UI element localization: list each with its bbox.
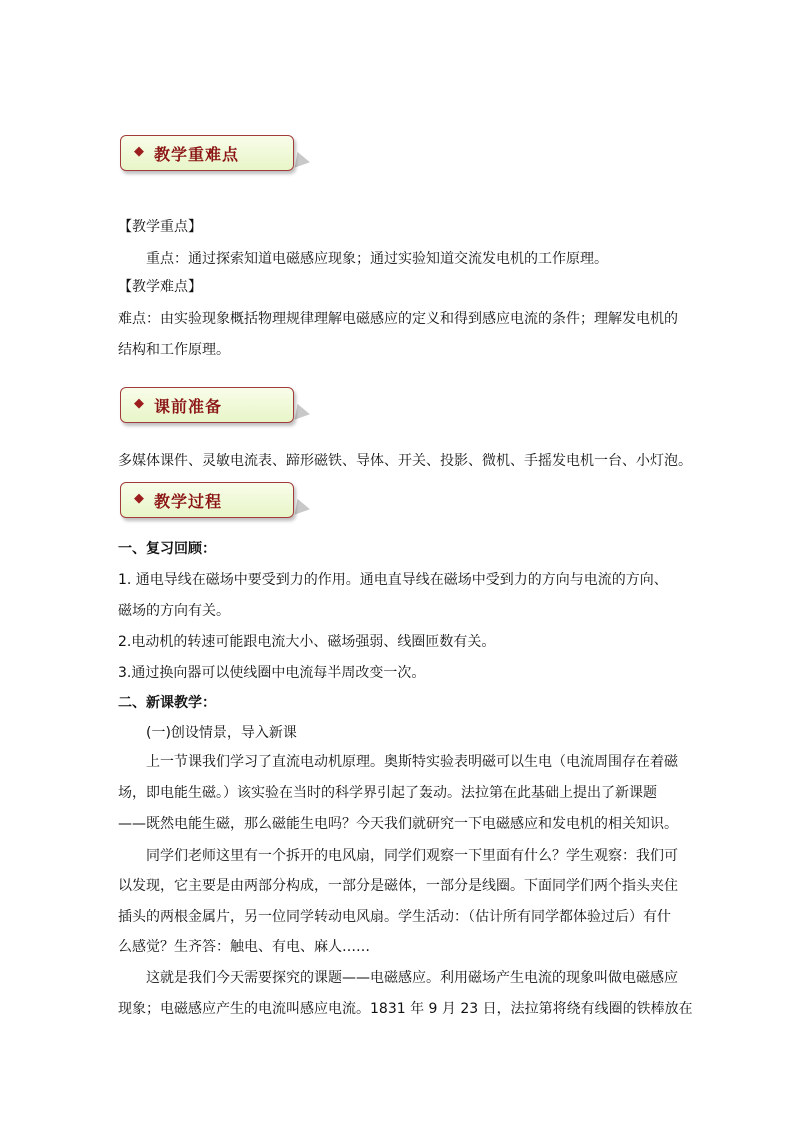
focus-label: 【教学重点】 [118, 219, 202, 235]
section-title: 教学重难点 [154, 145, 240, 164]
paragraph-line: 现象；电磁感应产生的电流叫感应电流。1831 年 9 月 23 日，法拉第将绕有线圈的铁棒放在 [118, 1001, 693, 1017]
review-item-2: 2.电动机的转速可能跟电流大小、磁场强弱、线圈匝数有关。 [118, 634, 496, 650]
paragraph-line: 插头的两根金属片，另一位同学转动电风扇。学生活动：（估计所有同学都体验过后）有什 [118, 909, 671, 925]
paragraph-line: ——既然电能生磁，那么磁能生电吗？今天我们就研究一下电磁感应和发电机的相关知识。 [118, 816, 678, 832]
paragraph-line: 这就是我们今天需要探究的课题——电磁感应。利用磁场产生电流的现象叫做电磁感应 [146, 970, 678, 986]
paragraph-line: 么感觉？生齐答：触电、有电、麻人…… [118, 939, 370, 955]
difficulty-label: 【教学难点】 [118, 279, 202, 295]
review-item-1b: 磁场的方向有关。 [118, 603, 230, 619]
paragraph-line: 上一节课我们学习了直流电动机原理。奥斯特实验表明磁可以生电（电流周围存在着磁 [146, 754, 678, 770]
diamond-bullet-icon: ◆ [134, 396, 144, 411]
prep-text: 多媒体课件、灵敏电流表、蹄形磁铁、导体、开关、投影、微机、手摇发电机一台、小灯泡。 [118, 453, 692, 469]
paragraph-line: 同学们老师这里有一个拆开的电风扇，同学们观察一下里面有什么？学生观察：我们可 [146, 848, 678, 864]
section-title: 课前准备 [154, 397, 223, 416]
section-banner-preparation [120, 387, 296, 423]
difficulty-text-2: 结构和工作原理。 [118, 342, 230, 358]
focus-text: 重点：通过探索知道电磁感应现象；通过实验知道交流发电机的工作原理。 [146, 251, 608, 267]
section-banner-key-points [120, 135, 296, 171]
review-item-1a: 1. 通电导线在磁场中要受到力的作用。通电直导线在磁场中受到力的方向与电流的方向、 [118, 572, 668, 588]
section-title: 教学过程 [154, 492, 223, 511]
diamond-bullet-icon: ◆ [134, 491, 144, 506]
difficulty-text-1: 难点：由实验现象概括物理规律理解电磁感应的定义和得到感应电流的条件；理解发电机的 [118, 311, 678, 327]
section-banner-process [120, 482, 296, 518]
new-lesson-heading: 二、新课教学： [118, 695, 216, 711]
review-heading: 一、复习回顾： [118, 541, 216, 557]
review-item-3: 3.通过换向器可以使线圈中电流每半周改变一次。 [118, 665, 426, 681]
diamond-bullet-icon: ◆ [134, 144, 144, 159]
paragraph-line: 以发现，它主要是由两部分构成，一部分是磁体，一部分是线圈。下面同学们两个指头夹住 [118, 878, 678, 894]
subsection-title: (一)创设情景，导入新课 [146, 725, 297, 741]
paragraph-line: 场，即电能生磁。）该实验在当时的科学界引起了轰动。法拉第在此基础上提出了新课题 [118, 785, 657, 801]
